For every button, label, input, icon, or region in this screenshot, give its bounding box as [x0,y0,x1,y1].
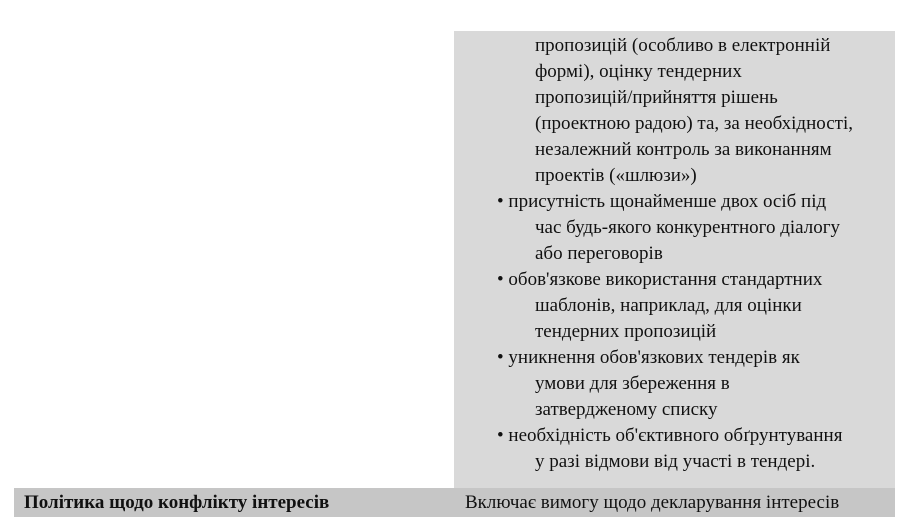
bullet-line: час будь-якого конкурентного діалогу [535,217,841,238]
text-line: (проектною радою) та, за необхідності, [535,113,853,134]
text-line: проектів («шлюзи») [535,165,697,186]
continuation-text [497,33,895,189]
bullet-line: тендерних пропозицій [535,321,717,342]
text-line: пропозицій (особливо в електронній [535,35,831,56]
text-line: формі), оцінку тендерних [535,61,742,82]
bullet-first-line: • обов'язкове використання стандартних [497,269,823,290]
bullet-line: умови для збереження в [535,373,730,394]
text-line: незалежний контроль за виконанням [535,139,832,160]
bullet-line: затвердженому списку [535,399,718,420]
list-item [497,267,895,345]
list-item [497,189,895,267]
table-row [14,488,895,517]
bullet-line: у разі відмови від участі в тендері. [535,451,816,472]
bullet-first-line: • необхідність об'єктивного обґрунтування [497,425,843,446]
list-item [497,345,895,423]
bullet-line: або переговорів [535,243,663,264]
row-value: Включає вимогу щодо декларування інтересів [465,492,840,513]
details-text [497,33,895,475]
bullet-line: шаблонів, наприклад, для оцінки [535,295,802,316]
text-line: пропозицій/прийняття рішень [535,87,778,108]
bullet-first-line: • уникнення обов'язкових тендерів як [497,347,800,368]
bullet-first-line: • присутність щонайменше двох осіб під [497,191,827,212]
row-label: Політика щодо конфлікту інтересів [24,492,330,513]
list-item [497,423,895,475]
